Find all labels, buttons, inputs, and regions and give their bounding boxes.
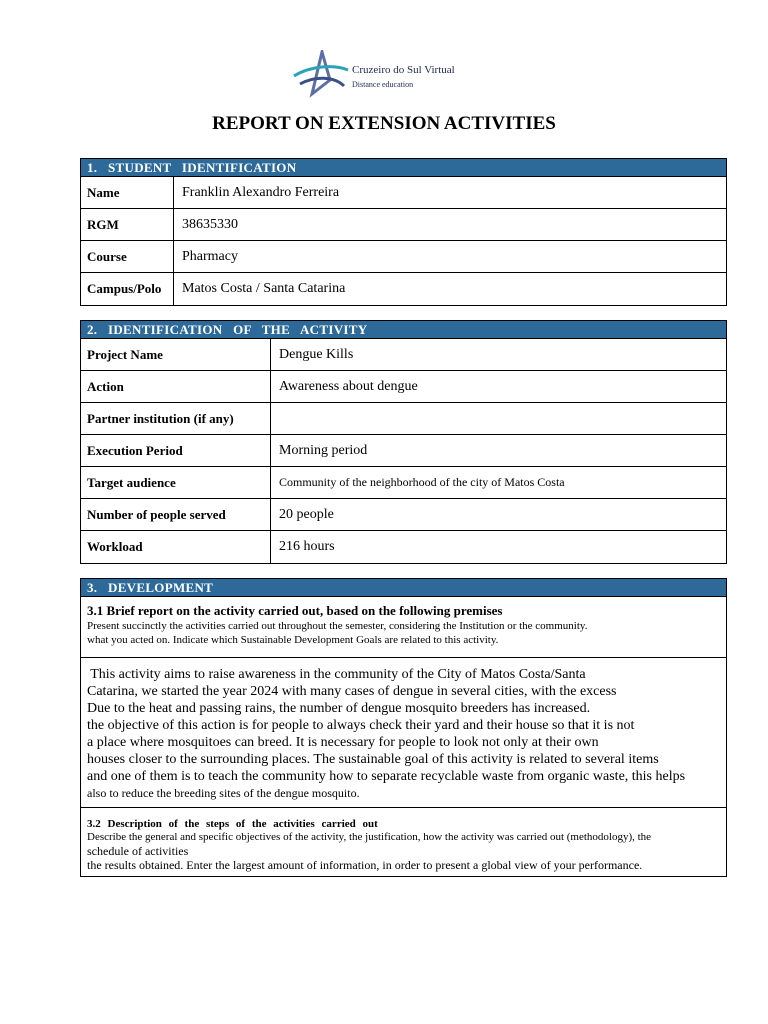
answer-line: Catarina, we started the year 2024 with many cases of dengue in several cities, with the excess xyxy=(87,684,617,699)
table-row xyxy=(81,499,726,531)
field-label: RGM xyxy=(81,209,174,240)
field-label: Partner institution (if any) xyxy=(81,403,271,434)
answer-line: and one of them is to teach the community how to separate recyclable waste from organic waste, this helps xyxy=(87,769,686,784)
table-row xyxy=(81,403,726,435)
table-row xyxy=(81,339,726,371)
field-label: Workload xyxy=(81,531,271,563)
question-instruction: Describe the general and specific objectives of the activity, the justification, how the activity was carried out (methodology), the xyxy=(87,831,652,843)
field-label: Execution Period xyxy=(81,435,271,466)
logo-subtitle: Distance education xyxy=(352,80,414,89)
section-heading: 2. IDENTIFICATION OF THE ACTIVITY xyxy=(81,321,726,339)
field-label: Target audience xyxy=(81,467,271,498)
table-row xyxy=(81,273,726,305)
field-value: 38635330 xyxy=(182,216,238,232)
answer-line: houses closer to the surrounding places. The sustainable goal of this activity is related to several items xyxy=(87,752,659,767)
question-instruction: what you acted on. Indicate which Sustainable Development Goals are related to this activity. xyxy=(87,634,499,646)
question-instruction: Present succinctly the activities carried out throughout the semester, considering the Institution or the community. xyxy=(87,620,588,632)
field-value: 20 people xyxy=(279,506,334,522)
field-label: Project Name xyxy=(81,339,271,370)
page-title: REPORT ON EXTENSION ACTIVITIES xyxy=(212,113,556,134)
question-3-1 xyxy=(81,597,726,658)
question-instruction: the results obtained. Enter the largest amount of information, in order to present a global view of your performance. xyxy=(87,858,643,872)
field-value: Franklin Alexandro Ferreira xyxy=(182,184,340,200)
logo-name: Cruzeiro do Sul Virtual xyxy=(352,64,455,76)
field-label: Campus/Polo xyxy=(81,273,174,305)
answer-line: the objective of this action is for people to always check their yard and their house so that it is not xyxy=(87,718,635,733)
answer-line: Due to the heat and passing rains, the number of dengue mosquito breeders has increased. xyxy=(87,701,591,716)
field-value: Matos Costa / Santa Catarina xyxy=(182,281,346,296)
development-section xyxy=(80,578,727,877)
field-label: Course xyxy=(81,241,174,272)
field-label: Action xyxy=(81,371,271,402)
table-row xyxy=(81,241,726,273)
table-row xyxy=(81,371,726,403)
question-heading: 3.1 Brief report on the activity carried out, based on the following premises xyxy=(87,603,503,618)
activity-identification-table xyxy=(80,320,727,564)
field-value: Awareness about dengue xyxy=(279,378,418,394)
table-row xyxy=(81,209,726,241)
field-value: Dengue Kills xyxy=(279,346,354,362)
field-label: Number of people served xyxy=(81,499,271,530)
field-value: Morning period xyxy=(279,442,368,458)
field-value xyxy=(271,403,726,434)
field-value: Pharmacy xyxy=(182,248,238,264)
answer-line: a place where mosquitoes can breed. It is necessary for people to look not only at their own xyxy=(87,735,599,750)
answer-line: also to reduce the breeding sites of the dengue mosquito. xyxy=(87,786,360,800)
table-row xyxy=(81,531,726,563)
field-label: Name xyxy=(81,177,174,208)
section-heading: 3. DEVELOPMENT xyxy=(81,579,726,597)
question-instruction: schedule of activities xyxy=(87,844,189,858)
question-heading: 3.2 Description of the steps of the activities carried out xyxy=(87,818,378,830)
student-identification-table xyxy=(80,158,727,306)
table-row xyxy=(81,177,726,209)
field-value: 216 hours xyxy=(279,539,335,554)
question-3-2 xyxy=(81,808,726,876)
table-row xyxy=(81,435,726,467)
answer-text xyxy=(81,658,726,808)
field-value: Community of the neighborhood of the city of Matos Costa xyxy=(279,475,565,489)
section-heading: 1. STUDENT IDENTIFICATION xyxy=(81,159,726,177)
table-row xyxy=(81,467,726,499)
answer-line: This activity aims to raise awareness in the community of the City of Matos Costa/Santa xyxy=(87,667,586,682)
